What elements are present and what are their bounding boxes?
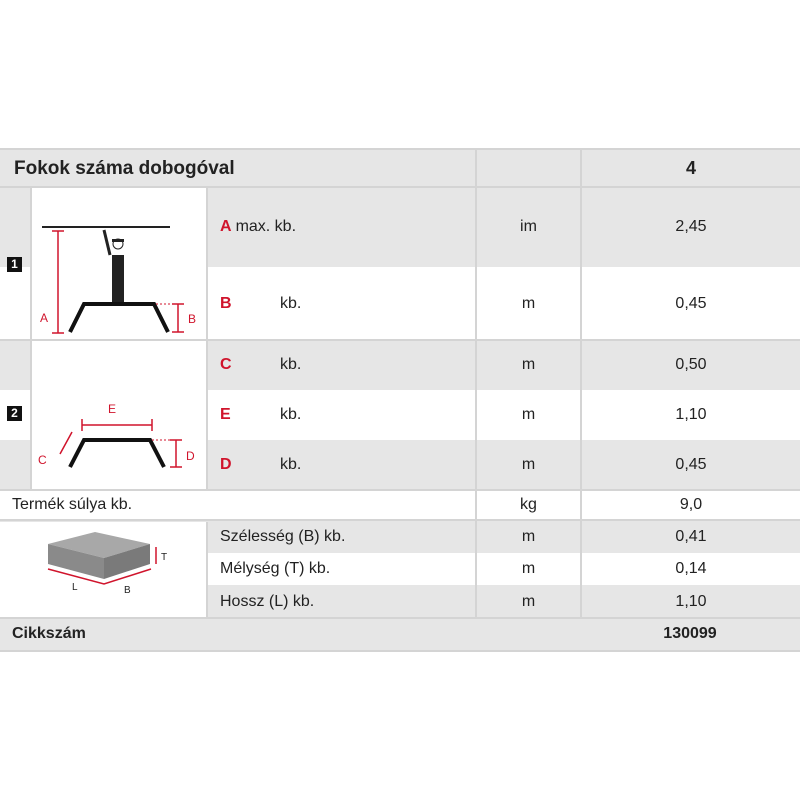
unit: m (475, 267, 580, 340)
svg-text:E: E (108, 402, 117, 416)
svg-text:T: T (161, 552, 168, 563)
svg-text:B: B (124, 585, 131, 596)
platform-dimensions-icon (32, 340, 208, 490)
unit: m (475, 520, 580, 553)
svg-text:A: A (40, 311, 49, 325)
weight-row (0, 490, 800, 520)
letter: A (220, 218, 232, 235)
label: kb. (280, 356, 302, 373)
unit: m (475, 340, 580, 390)
value: 0,41 (580, 520, 800, 553)
platform-diagram (30, 340, 208, 490)
package-diagram (0, 522, 208, 618)
label: Szélesség (B) kb. (220, 527, 346, 545)
value: 0,45 (580, 267, 800, 340)
label: kb. (280, 406, 302, 423)
value: 0,14 (580, 553, 800, 585)
label: kb. (280, 456, 302, 473)
letter: E (220, 406, 231, 423)
section-number-2: 2 (7, 406, 22, 421)
unit: m (475, 390, 580, 440)
unit: m (475, 440, 580, 490)
svg-text:L: L (72, 582, 78, 593)
weight-value: 9,0 (580, 490, 800, 520)
value: 0,45 (580, 440, 800, 490)
header-label: Fokok száma dobogóval (14, 157, 235, 179)
svg-text:C: C (38, 453, 47, 467)
letter: D (220, 456, 232, 473)
value: 2,45 (580, 187, 800, 267)
worker-platform-icon (32, 187, 208, 340)
label: Mélység (T) kb. (220, 560, 331, 577)
article-number: 130099 (663, 625, 717, 642)
letter: B (220, 294, 232, 312)
label: Hossz (L) kb. (220, 592, 315, 610)
height-diagram (30, 187, 208, 340)
label: max. kb. (235, 218, 297, 235)
value: 0,50 (580, 340, 800, 390)
unit: m (475, 553, 580, 585)
svg-text:D: D (186, 449, 195, 463)
unit: im (475, 187, 580, 267)
letter: C (220, 356, 232, 373)
weight-label: Termék súlya kb. (12, 496, 133, 513)
header-value: 4 (580, 150, 800, 187)
unit: m (475, 585, 580, 618)
package-box-icon (0, 522, 206, 618)
section-number-1: 1 (7, 257, 22, 272)
weight-unit: kg (475, 490, 580, 520)
header-unit (475, 150, 580, 187)
article-label: Cikkszám (12, 625, 86, 642)
svg-text:B: B (188, 312, 197, 326)
label: kb. (280, 294, 302, 312)
header-row (0, 150, 800, 187)
value: 1,10 (580, 585, 800, 618)
value: 1,10 (580, 390, 800, 440)
article-row (0, 618, 800, 650)
